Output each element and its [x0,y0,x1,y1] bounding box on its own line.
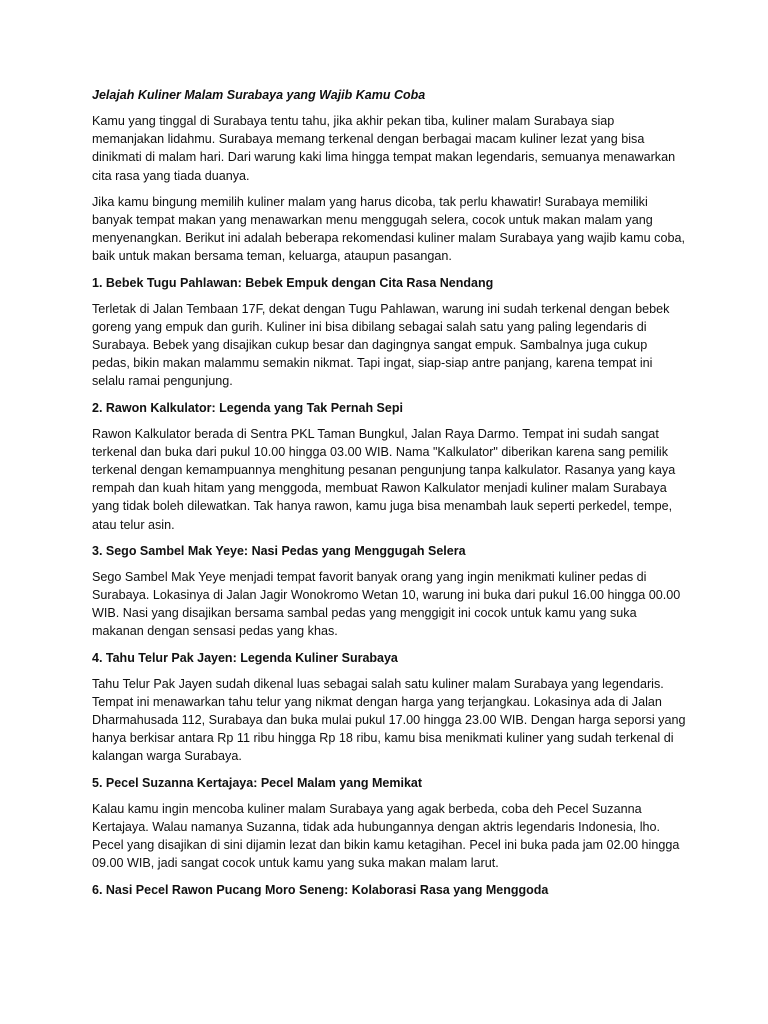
section-heading-6: 6. Nasi Pecel Rawon Pucang Moro Seneng: Kolaborasi Rasa yang Menggoda [92,882,549,897]
section-heading-1: 1. Bebek Tugu Pahlawan: Bebek Empuk dengan Cita Rasa Nendang [92,275,494,290]
intro-paragraph-1: Kamu yang tinggal di Surabaya tentu tahu, jika akhir pekan tiba, kuliner malam Surabaya siap memanjakan lidahmu. Surabaya memang terkenal dengan berbagai macam kuliner lezat yang bisa dinikmati di malam hari. Dari warung kaki lima hingga tempat makan legendaris, semuanya menawarkan cita rasa yang tiada duanya. [92,114,676,183]
intro-paragraph-2: Jika kamu bingung memilih kuliner malam yang harus dicoba, tak perlu khawatir! Surabaya memiliki banyak tempat makan yang menawarkan menu menggugah selera, cocok untuk makan malam yang menyenangkan. Berikut ini adalah beberapa rekomendasi kuliner malam Surabaya yang wajib kamu coba, baik untuk makan bersama teman, keluarga, ataupun pasangan. [92,194,685,264]
section-heading-2: 2. Rawon Kalkulator: Legenda yang Tak Pernah Sepi [92,400,403,415]
document-page [92,86,686,907]
section-heading-5: 5. Pecel Suzanna Kertajaya: Pecel Malam yang Memikat [92,775,423,790]
section-heading-4: 4. Tahu Telur Pak Jayen: Legenda Kuliner Surabaya [92,650,398,665]
section-body-5: Kalau kamu ingin mencoba kuliner malam Surabaya yang agak berbeda, coba deh Pecel Suzanna Kertajaya. Walau namanya Suzanna, tidak ada hubungannya dengan aktris legendaris Indonesia, lho. Pecel yang disajikan di sini dijamin lezat dan bikin kamu ketagihan. Pecel ini buka pada jam 02.00 hingga 09.00 WIB, jadi sangat cocok untuk kamu yang suka makan malam larut. [92,801,680,871]
section-body-3: Sego Sambel Mak Yeye menjadi tempat favorit banyak orang yang ingin menikmati kuliner pedas di Surabaya. Lokasinya di Jalan Jagir Wonokromo Wetan 10, warung ini buka dari pukul 16.00 hingga 00.00 WIB. Nasi yang disajikan bersama sambal pedas yang menggigit ini cocok untuk kamu yang suka makanan dengan sensasi pedas yang khas. [92,569,681,639]
document-title: Jelajah Kuliner Malam Surabaya yang Wajib Kamu Coba [92,88,426,102]
section-body-4: Tahu Telur Pak Jayen sudah dikenal luas sebagai salah satu kuliner malam Surabaya yang legendaris. Tempat ini menawarkan tahu telur yang nikmat dengan harga yang terjangkau. Lokasinya ada di Jalan Dharmahusada 112, Surabaya dan buka mulai pukul 17.00 hingga 23.00 WIB. Dengan harga seporsi yang hanya berkisar antara Rp 11 ribu hingga Rp 18 ribu, kamu bisa menikmati kuliner yang sudah terkenal di kalangan warga Surabaya. [92,676,686,764]
section-heading-3: 3. Sego Sambel Mak Yeye: Nasi Pedas yang Menggugah Selera [92,543,466,558]
section-body-2: Rawon Kalkulator berada di Sentra PKL Taman Bungkul, Jalan Raya Darmo. Tempat ini sudah sangat terkenal dan buka dari pukul 10.00 hingga 03.00 WIB. Nama "Kalkulator" diberikan karena sang pemilik terkenal dengan kemampuannya menghitung pesanan pengunjung tanpa kalkulator. Rasanya yang kaya rempah dan kuah hitam yang menggoda, membuat Rawon Kalkulator menjadi kuliner malam Surabaya yang tidak boleh dilewatkan. Tak hanya rawon, kamu juga bisa menambah lauk seperti perkedel, tempe, atau telur asin. [92,426,676,532]
section-body-1: Terletak di Jalan Tembaan 17F, dekat dengan Tugu Pahlawan, warung ini sudah terkenal dengan bebek goreng yang empuk dan gurih. Kuliner ini bisa dibilang sebagai salah satu yang paling legendaris di Surabaya. Bebek yang disajikan cukup besar dan dagingnya sangat empuk. Sambalnya juga cukup pedas, bikin makan malammu semakin nikmat. Tapi ingat, siap-siap antre panjang, karena tempat ini selalu ramai pengunjung. [92,301,670,389]
